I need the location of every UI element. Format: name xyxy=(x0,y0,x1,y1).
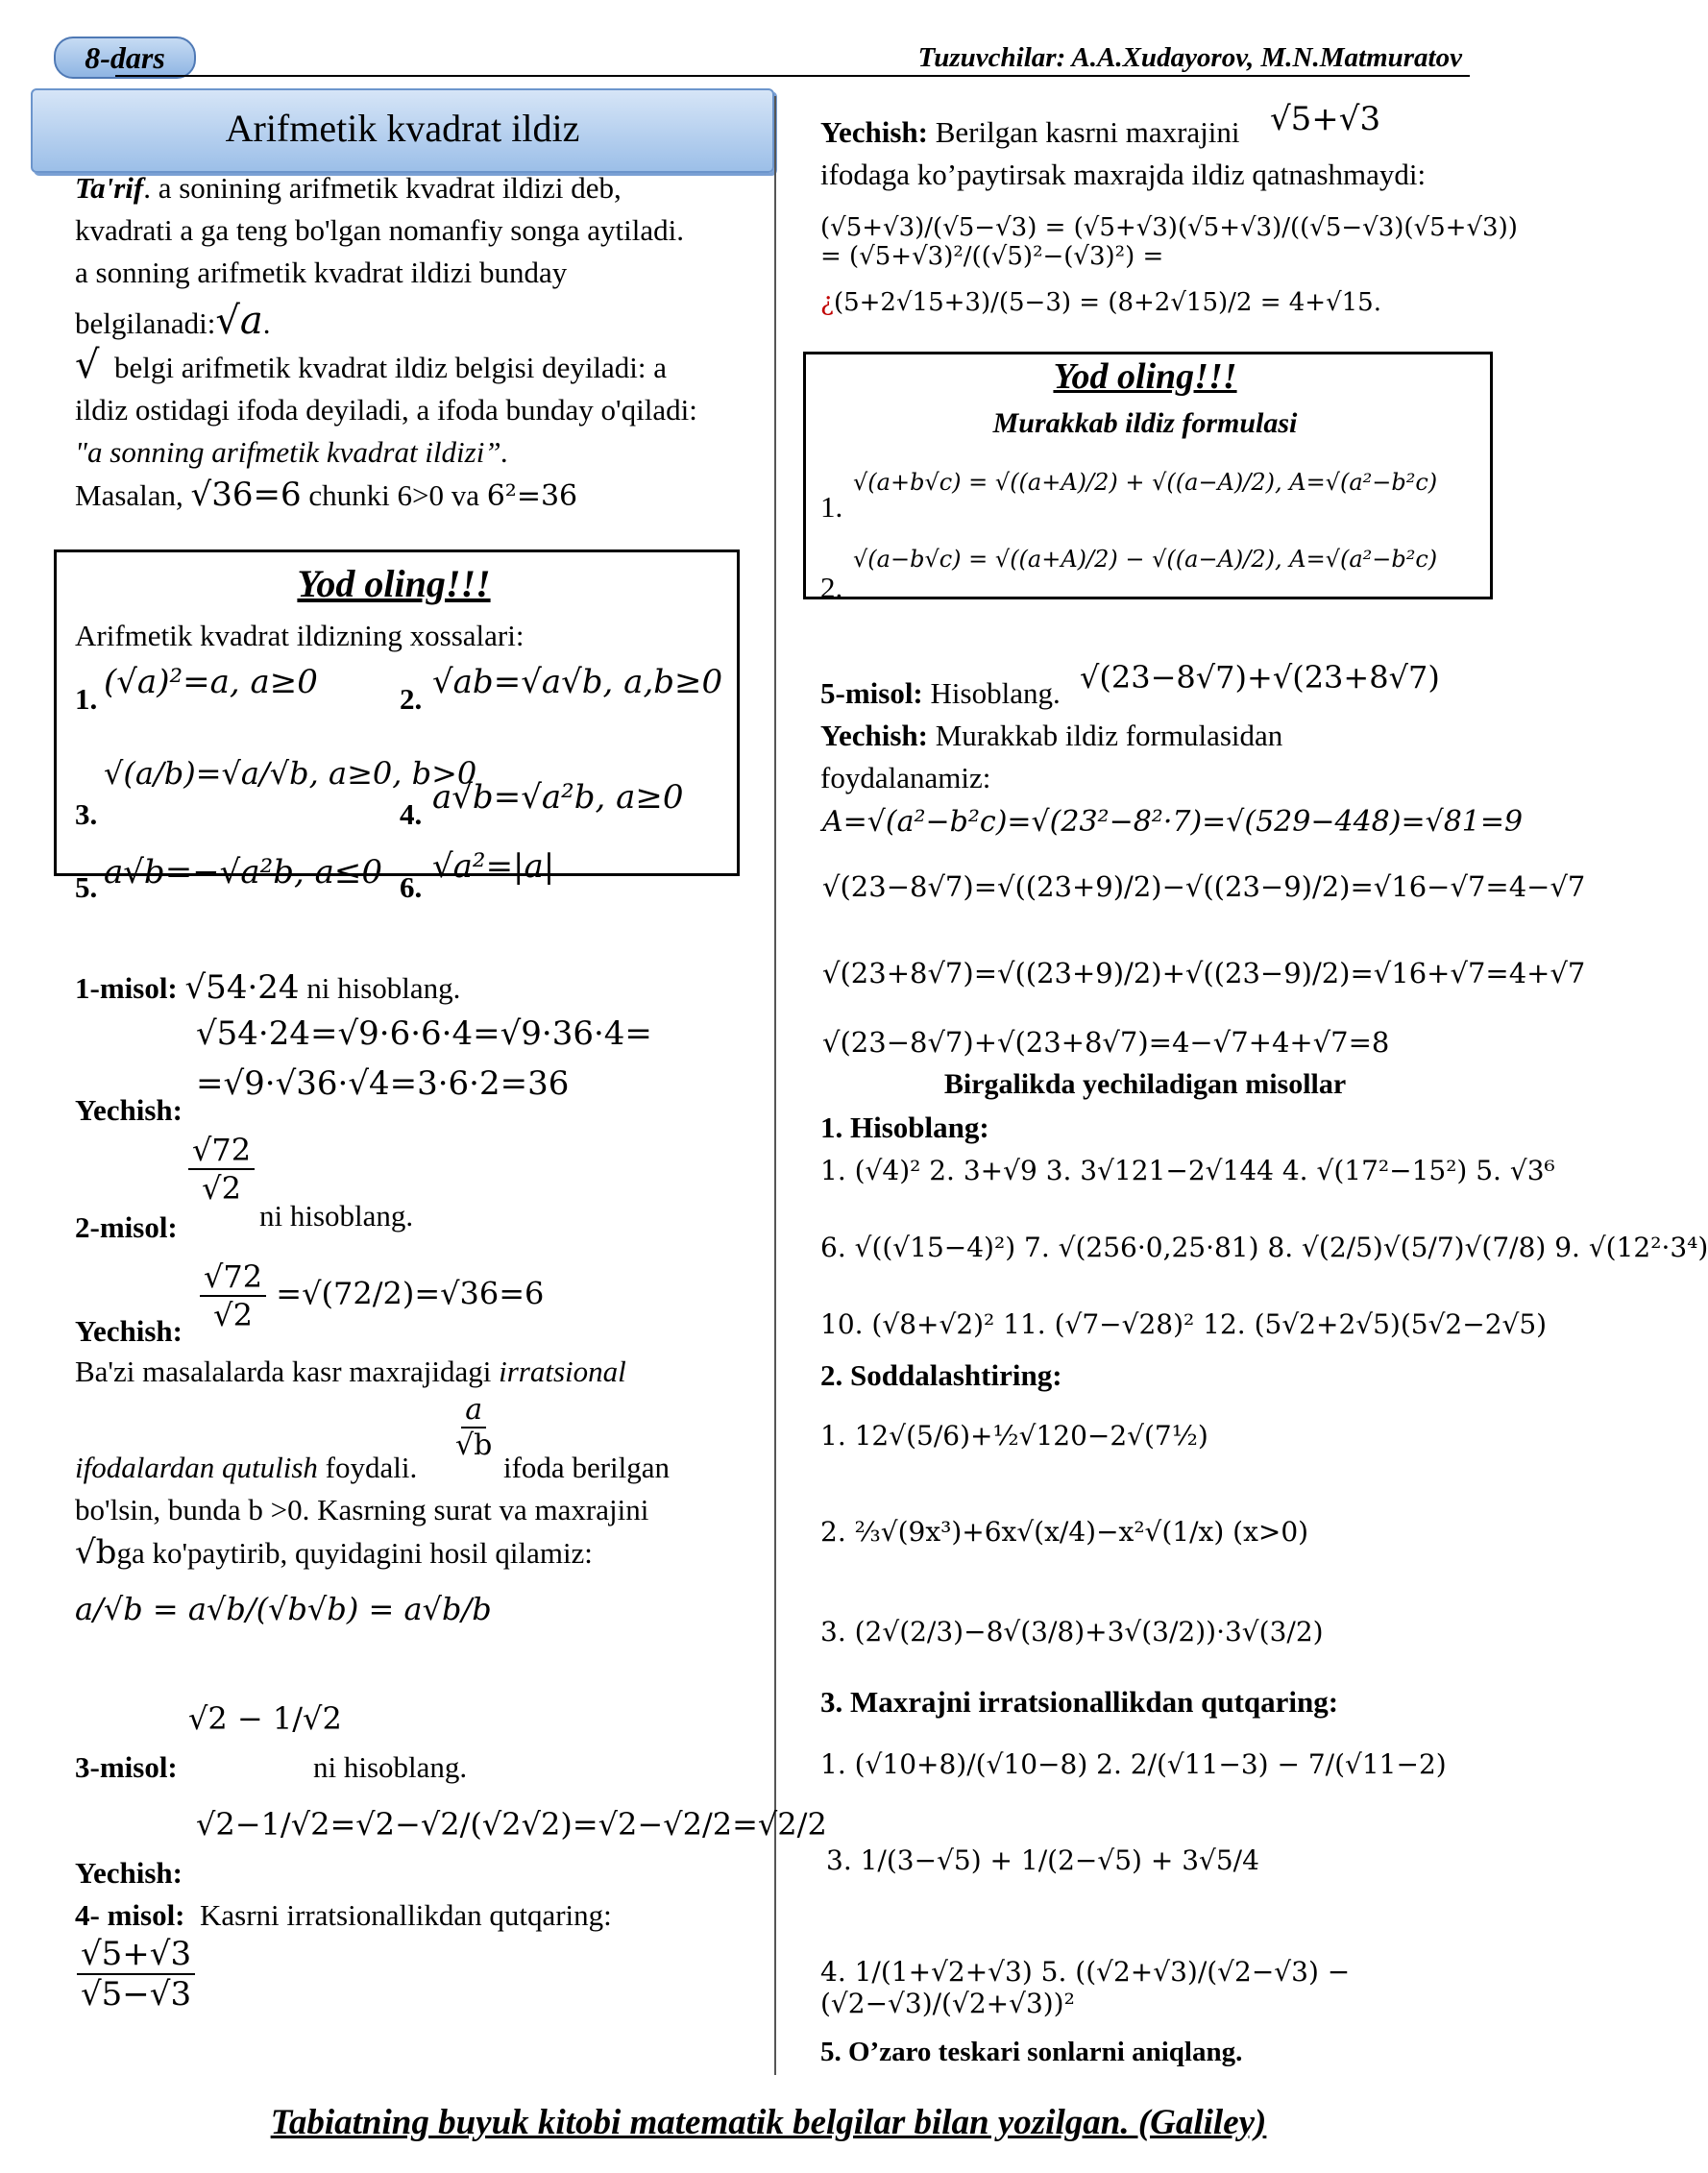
example-b: √36=6 xyxy=(190,476,302,514)
ex5-solution-intro: Yechish: Murakkab ildiz formulasidan xyxy=(820,719,1283,752)
prop-6-num: 6. xyxy=(400,870,423,904)
sol4-line2: ifodaga ko’paytirsak maxrajda ildiz qatnashmaydi: xyxy=(820,158,1427,191)
def-line2: kvadrati a ga teng bo'lgan nomanfiy songa aytiladi. xyxy=(75,213,685,247)
sol4-equation2: ¿(5+2√15+3)/(5−3) = (8+2√15)/2 = 4+√15. xyxy=(820,288,1381,317)
prop-2-num: 2. xyxy=(400,682,423,716)
ex5-step1: A=√(a²−b²c)=√(23²−8²·7)=√(529−448)=√81=9 xyxy=(822,805,1524,839)
ex3-tail: ni hisoblang. xyxy=(313,1750,468,1784)
sol4-line1: Yechish: Berilgan kasrni maxrajini xyxy=(820,115,1240,149)
prop-1-num: 1. xyxy=(75,682,98,716)
header-rule xyxy=(115,75,1470,77)
example-c: chunki 6>0 va xyxy=(308,478,479,512)
sign-line1: belgi arifmetik kvadrat ildiz belgisi deyiladi: a xyxy=(114,351,668,384)
column-divider xyxy=(774,96,776,2075)
sol4-conjugate: √5+√3 xyxy=(1270,100,1381,138)
task1-row2: 6. √((√15−4)²) 7. √(256·0,25·81) 8. √(2/5)√(5/7)√(7/8) 9. √(12²·3⁴) xyxy=(820,1232,1708,1263)
ex2-fraction xyxy=(188,1132,255,1207)
rat-line2-tail: ifoda berilgan xyxy=(503,1451,671,1484)
authors: Tuzuvchilar: A.A.Xudayorov, M.N.Matmuratov xyxy=(917,42,1462,73)
ex5-step3: √(23+8√7)=√((23+9)/2)+√((23−9)/2)=√16+√7=4+√7 xyxy=(822,957,1586,989)
sol4-equation1: (√5+√3)/(√5−√3) = (√5+√3)(√5+√3)/((√5−√3)(√5+√3)) = (√5+√3)²/((√5)²−(√3)²) = xyxy=(820,213,1518,271)
page-title: Arifmetik kvadrat ildiz xyxy=(31,88,774,173)
prop-3-expr: √(a/b)=√a/√b, a≥0, b>0 xyxy=(104,755,477,792)
properties-box-subtitle: Arifmetik kvadrat ildizning xossalari: xyxy=(75,619,525,652)
task1-title: 1. Hisoblang: xyxy=(820,1111,989,1144)
task3-row3: 4. 1/(1+√2+√3) 5. ((√2+√3)/(√2−√3) − (√2−√3)/(√2+√3))² xyxy=(820,1956,1351,2019)
lesson-badge: 8-dars xyxy=(54,37,196,79)
def-label: Ta'rif xyxy=(75,171,144,205)
ex2-solution-rest: =√(72/2)=√36=6 xyxy=(276,1275,545,1312)
task2-title: 2. Soddalashtiring: xyxy=(820,1358,1062,1392)
ex3-task: √2 − 1/√2 xyxy=(188,1700,342,1737)
example-a: Masalan, xyxy=(75,478,183,512)
ex2-tail: ni hisoblang. xyxy=(259,1199,414,1233)
ex2-solution: $\frac{√72}{√2}$ =√(72/2)=√36=6 xyxy=(200,1258,544,1333)
ex1-solution-line2: =√9·√36·√4=3·6·2=36 xyxy=(196,1064,570,1103)
ex3-solution: √2−1/√2=√2−√2/(√2√2)=√2−√2/2=√2/2 xyxy=(196,1806,827,1843)
properties-box-title: Yod oling!!! xyxy=(297,562,491,605)
group-exercises-title: Birgalikda yechiladigan misollar xyxy=(943,1068,1347,1100)
ex5-step2: √(23−8√7)=√((23+9)/2)−√((23−9)/2)=√16−√7=4−√7 xyxy=(822,870,1586,903)
prop-2-expr: √ab=√a√b, a,b≥0 xyxy=(432,663,723,701)
ex4-fraction: $\frac{√5+√3}{√5-√3}$ xyxy=(77,1935,195,2014)
ex2-label: 2-misol: xyxy=(75,1210,178,1244)
ex3-yechish: Yechish xyxy=(75,1856,173,1890)
sign-line3: "a sonning arifmetik kvadrat ildizi”. xyxy=(75,435,509,469)
ex1-task: √54·24 xyxy=(184,968,300,1007)
footer-quote: Tabiatning buyuk kitobi matematik belgilar bilan yozilgan. (Galiley) xyxy=(270,2103,1267,2142)
sign-description xyxy=(75,344,767,518)
ex1-label: 1-misol: xyxy=(75,971,178,1005)
def-line4: belgilanadi: xyxy=(75,306,216,340)
example-1 xyxy=(75,966,460,1010)
rat-line3: bo'lsin, bunda b >0. Kasrning surat va maxrajini xyxy=(75,1493,649,1526)
complex-root-box-subtitle: Murakkab ildiz formulasi xyxy=(992,407,1298,439)
task2-row2: 2. ⅔√(9x³)+6x√(x/4)−x²√(1/x) (x>0) xyxy=(820,1516,1309,1548)
task3-title: 3. Maxrajni irratsionallikdan qutqaring: xyxy=(820,1685,1339,1719)
ex2-numerator: √72 xyxy=(188,1132,255,1170)
prop-5-expr: a√b=−√a²b, a≤0 xyxy=(104,853,383,891)
example-4: 4- misol: Kasrni irratsionallikdan qutqaring: xyxy=(75,1898,612,1932)
task3-row1: 1. (√10+8)/(√10−8) 2. 2/(√11−3) − 7/(√11−2) xyxy=(820,1748,1447,1780)
task3-row2: 3. 1/(3−√5) + 1/(2−√5) + 3√5/4 xyxy=(826,1844,1259,1876)
formula-1: √(a+b√c) = √((a+A)/2) + √((a−A)/2), A=√(a²−b²c) xyxy=(853,469,1438,496)
prop-4-expr: a√b=√a²b, a≥0 xyxy=(432,778,684,817)
formula-2: √(a−b√c) = √((a+A)/2) − √((a−A)/2), A=√(a²−b²c) xyxy=(853,546,1438,573)
sign-line2: ildiz ostidagi ifoda deyiladi, a ifoda bunday o'qiladi: xyxy=(75,393,697,427)
task5-title: 5. O’zaro teskari sonlarni aniqlang. xyxy=(820,2037,1243,2067)
prop-3-num: 3. xyxy=(75,797,98,831)
rat-fraction: $\frac{a}{√b}$ xyxy=(455,1393,493,1462)
ex2-yechish: Yechish xyxy=(75,1314,173,1348)
definition: Ta'rif. a sonining arifmetik kvadrat ildizi deb, kvadrati a ga teng bo'lgan nomanfiy songa aytiladi. a sonning arifmetik kvadrat ildizi bunday belgilanadi:√a. xyxy=(75,167,767,345)
prop-6-expr: √a²=|a| xyxy=(432,847,555,886)
prop-4-num: 4. xyxy=(400,797,423,831)
ex1-solution-line1: √54·24=√9·6·6·4=√9·36·4= xyxy=(196,1014,652,1053)
ex1-yechish: Yechish xyxy=(75,1093,173,1127)
task2-row3: 3. (2√(2/3)−8√(3/8)+3√(3/2))·3√(3/2) xyxy=(820,1616,1324,1648)
ex1-tail: ni hisoblang. xyxy=(306,971,461,1005)
ex5-expression: √(23−8√7)+√(23+8√7) xyxy=(1080,659,1440,696)
ex5-step4: √(23−8√7)+√(23+8√7)=4−√7+4+√7=8 xyxy=(822,1026,1390,1059)
ex3-label: 3-misol: xyxy=(75,1750,178,1784)
task1-row1: 1. (√4)² 2. 3+√9 3. 3√121−2√144 4. √(17²−15²) 5. √3⁶ xyxy=(820,1155,1555,1186)
example-d: 6²=36 xyxy=(486,479,578,513)
ex5-line: 5-misol: Hisoblang. xyxy=(820,676,1061,710)
rat-line1: Ba'zi masalalarda kasr maxrajidagi irratsional xyxy=(75,1355,626,1388)
ex5-solution-intro2: foydalanamiz: xyxy=(820,761,991,794)
prop-1-expr: (√a)²=a, a≥0 xyxy=(104,663,318,701)
task2-row1: 1. 12√(5/6)+½√120−2√(7½) xyxy=(820,1420,1208,1452)
def-line1: . a sonining arifmetik kvadrat ildizi deb, xyxy=(143,171,622,205)
formula-1-num: 1. xyxy=(820,490,843,524)
formula-2-num: 2. xyxy=(820,571,843,604)
def-line3: a sonning arifmetik kvadrat ildizi bunday xyxy=(75,256,568,289)
prop-5-num: 5. xyxy=(75,870,98,904)
radical-sign-icon: √ xyxy=(75,343,100,387)
sqrt-a-symbol: √a xyxy=(215,299,263,343)
rat-line2: ifodalardan qutulish foydali. xyxy=(75,1451,418,1484)
rat-line4: √bga ko'paytirib, quyidagini hosil qilamiz: xyxy=(75,1533,593,1572)
task1-row3: 10. (√8+√2)² 11. (√7−√28)² 12. (5√2+2√5)(5√2−2√5) xyxy=(820,1308,1548,1340)
rat-formula: a/√b = a√b/(√b√b) = a√b/b xyxy=(75,1591,492,1627)
complex-root-box-title: Yod oling!!! xyxy=(1053,356,1237,397)
ex2-denominator: √2 xyxy=(202,1170,241,1207)
